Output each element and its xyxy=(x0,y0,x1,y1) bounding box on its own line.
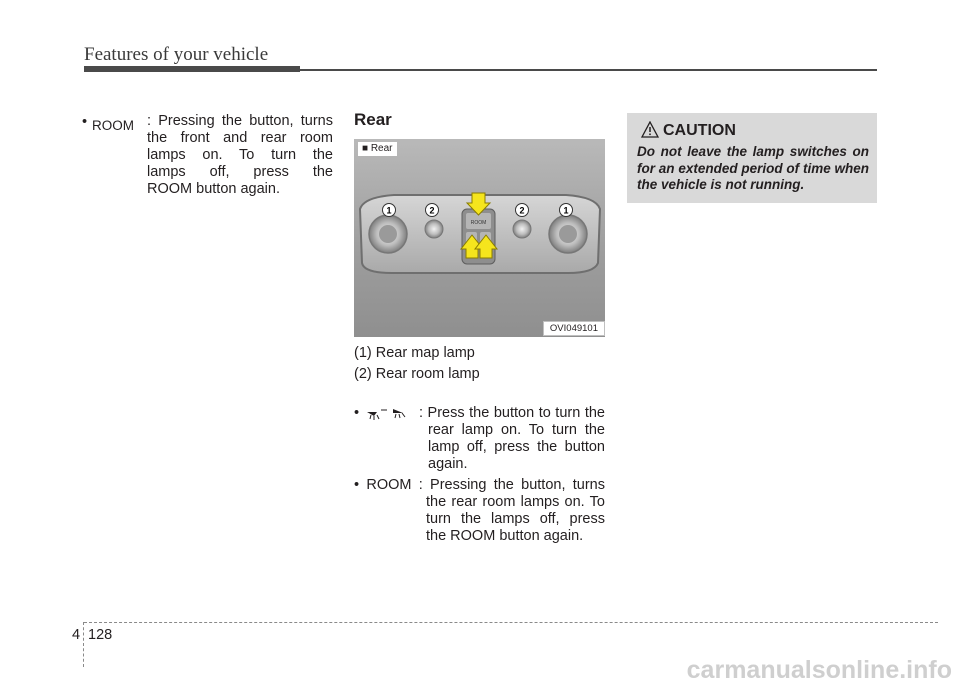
text-line: the rear room lamps on. To xyxy=(426,494,605,510)
text-line: • ROOM : Pressing the button, turns xyxy=(354,477,605,493)
header-rule-thick xyxy=(84,66,300,72)
text-line: again. xyxy=(428,456,468,472)
room-button-label: ROOM xyxy=(470,220,487,226)
footer-rule xyxy=(84,622,938,623)
watermark: carmanualsonline.info xyxy=(686,656,952,684)
text-line: the ROOM button again. xyxy=(426,528,584,544)
bullet: • xyxy=(82,114,88,130)
caution-box xyxy=(627,113,877,203)
room-description xyxy=(147,113,333,198)
image-caption: ■ Rear xyxy=(358,142,397,156)
chapter-number: 4 xyxy=(72,627,81,643)
callout-2-left: 2 xyxy=(429,205,435,216)
callout-2-right: 2 xyxy=(519,205,525,216)
legend-rear-room-lamp: (2) Rear room lamp xyxy=(354,366,480,382)
rear-lamp-photo xyxy=(354,139,605,337)
text-line: lamp off, press the button xyxy=(428,439,605,455)
rear-heading: Rear xyxy=(354,110,392,129)
callout-1-left: 1 xyxy=(386,205,392,216)
legend-rear-map-lamp: (1) Rear map lamp xyxy=(354,345,475,361)
page-number: 128 xyxy=(88,627,113,643)
room-term: ROOM xyxy=(92,118,134,133)
text-line: lamps on. To turn the xyxy=(147,147,333,163)
text-line: ROOM button again. xyxy=(147,181,280,197)
caution-text: Do not leave the lamp switches on for an extended period of time when the vehicle is not running. xyxy=(637,144,869,192)
image-code: OVI049101 xyxy=(543,321,605,336)
header-rule-thin xyxy=(300,69,877,71)
footer-divider xyxy=(83,622,84,667)
callout-1-right: 1 xyxy=(563,205,569,216)
map-lamp-icon xyxy=(365,407,417,421)
map-lamp-description xyxy=(419,405,605,473)
text-line: lamps off, press the xyxy=(147,164,333,180)
rear-room-description xyxy=(426,494,605,545)
bullet: • xyxy=(354,405,360,421)
text-line: the front and rear room xyxy=(147,130,333,146)
text-line: rear lamp on. To turn the xyxy=(428,422,605,438)
text-line: : Press the button to turn the xyxy=(419,405,605,421)
text-line: : Pressing the button, turns xyxy=(147,113,333,129)
section-title: Features of your vehicle xyxy=(84,44,269,65)
caution-title: CAUTION xyxy=(663,122,736,139)
rear-room-item xyxy=(354,477,605,494)
text-line: turn the lamps off, press xyxy=(426,511,605,527)
rear-lamp-illustration xyxy=(354,139,605,337)
warning-triangle-icon xyxy=(641,121,659,138)
